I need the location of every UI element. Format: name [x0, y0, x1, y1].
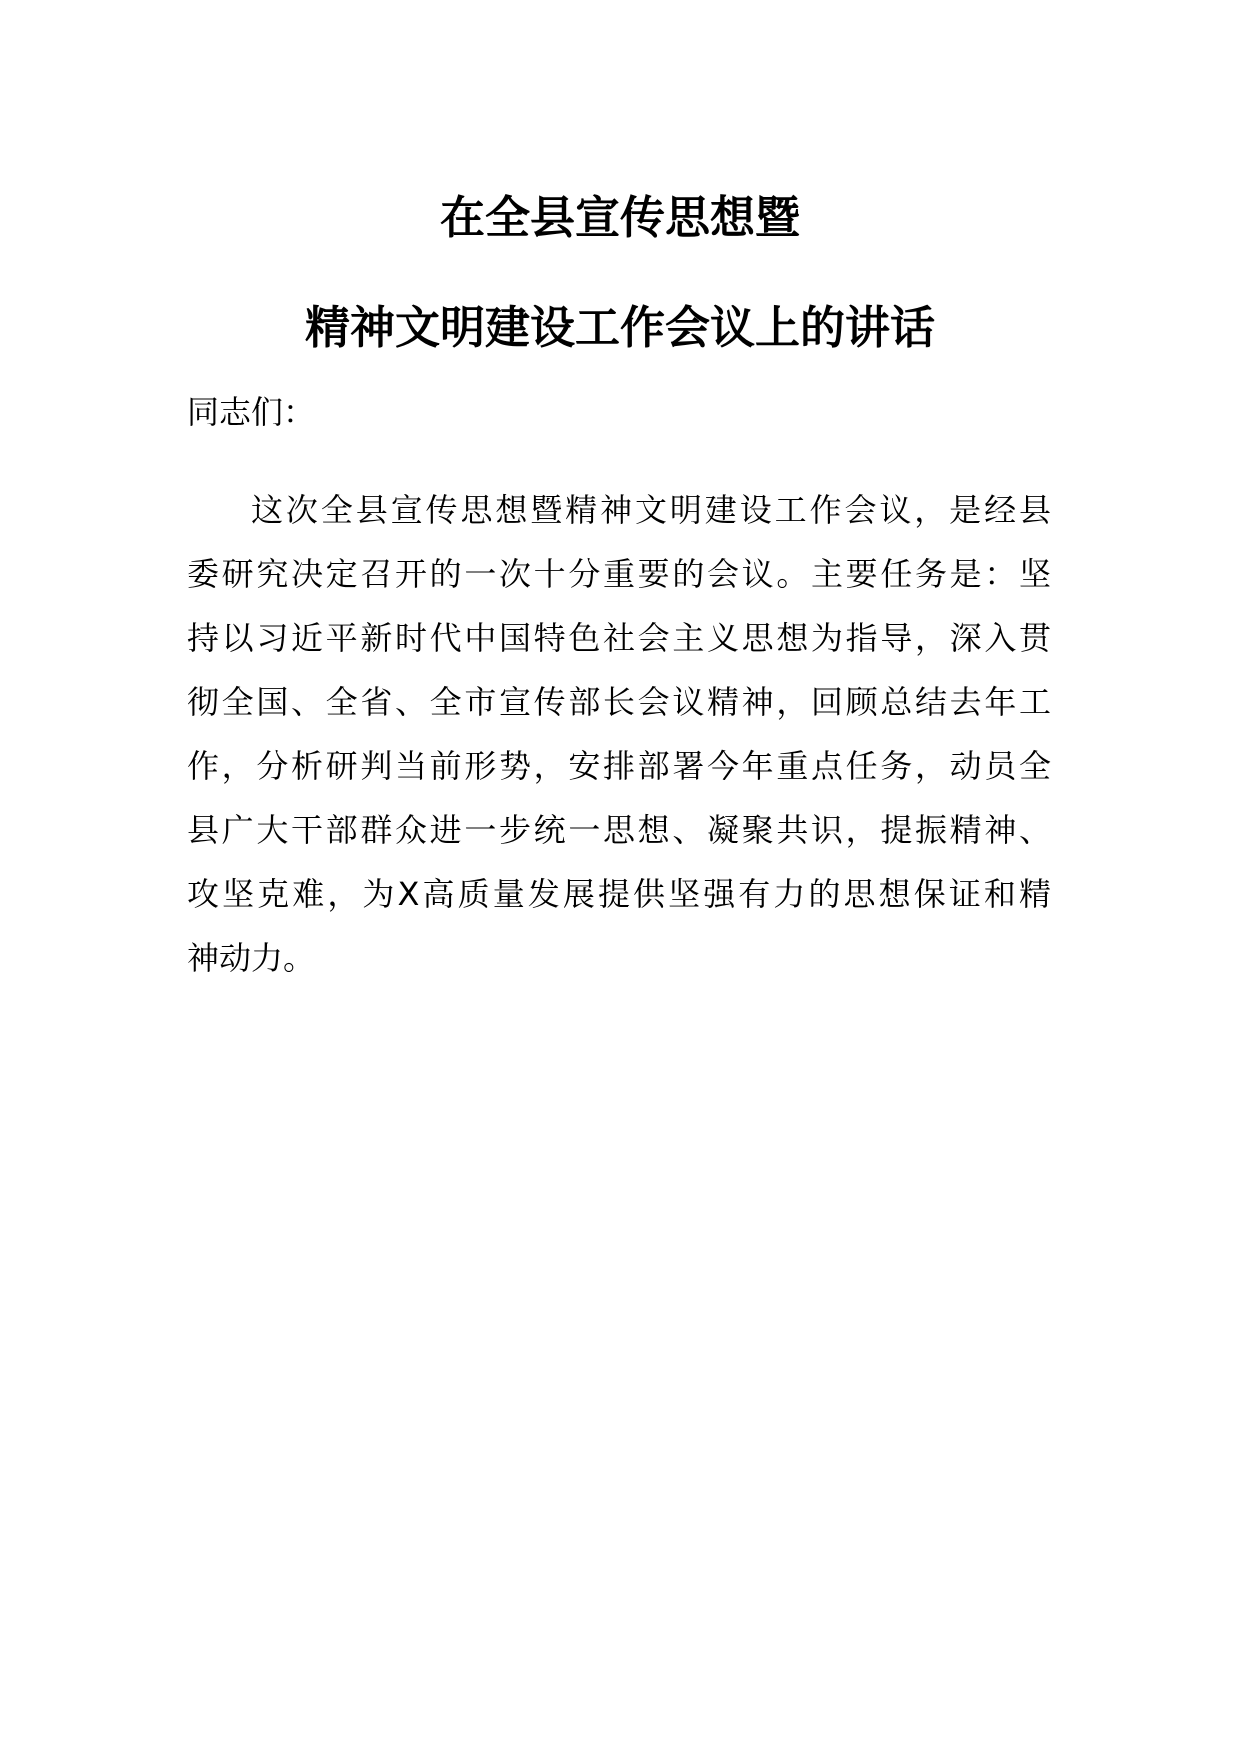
paragraph-line: 作，分析研判当前形势，安排部署今年重点任务，动员全: [187, 747, 1051, 785]
body-paragraph: [187, 478, 1051, 990]
paragraph-line: 这次全县宣传思想暨精神文明建设工作会议，是经县: [251, 491, 1051, 529]
paragraph-line: 县广大干部群众进一步统一思想、凝聚共识，提振精神、: [187, 811, 1051, 849]
title-line-2: 精神文明建设工作会议上的讲话: [304, 301, 935, 354]
greeting: 同志们：: [187, 393, 316, 431]
paragraph-line: 攻坚克难，为X高质量发展提供坚强有力的思想保证和精: [187, 875, 1051, 913]
title-line-1: 在全县宣传思想暨: [439, 191, 800, 244]
paragraph-line: 神动力。: [187, 939, 316, 977]
paragraph-line: 委研究决定召开的一次十分重要的会议。主要任务是：坚: [187, 555, 1051, 593]
paragraph-line: 彻全国、全省、全市宣传部长会议精神，回顾总结去年工: [187, 683, 1051, 721]
paragraph-line: 持以习近平新时代中国特色社会主义思想为指导，深入贯: [187, 619, 1051, 657]
speech-title: [0, 188, 1240, 358]
